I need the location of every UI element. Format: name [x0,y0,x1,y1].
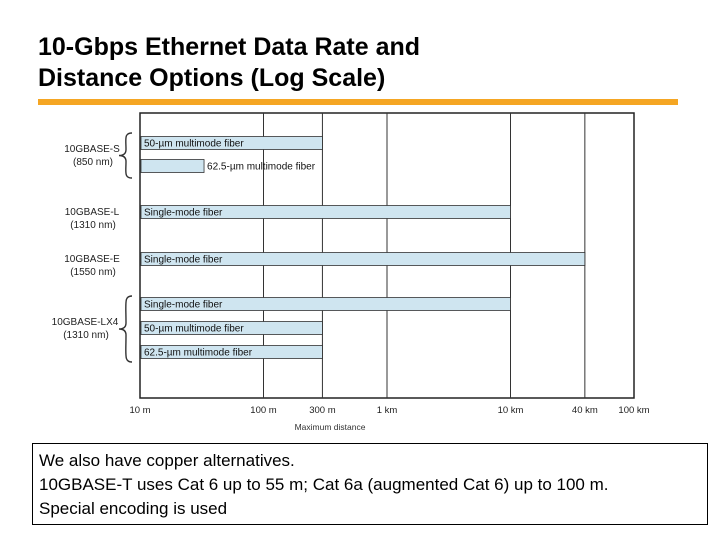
bar-label: 62.5-µm multimode fiber [207,161,316,173]
group-name-label: 10GBASE-LX4 [51,317,119,328]
group-name-label: 10GBASE-S [64,144,120,155]
group-wavelength-label: (1310 nm) [70,220,116,231]
x-tick-label: 10 km [497,405,524,416]
group-wavelength-label: (1550 nm) [70,267,116,278]
x-tick-label: 40 km [571,405,598,416]
group-wavelength-label: (850 nm) [72,157,114,168]
bar [141,160,204,173]
group-name-label: 10GBASE-E [64,254,120,265]
bar-label: 50-µm multimode fiber [144,323,244,335]
bar-label: 62.5-µm multimode fiber [144,347,253,359]
bar-label: Single-mode fiber [144,299,223,311]
copper-note-box [32,443,708,525]
group-brace [119,133,132,178]
group-name-label: 10GBASE-L [64,207,120,218]
x-tick-label: 1 km [376,405,398,416]
group-brace [119,296,132,362]
note-line-1: We also have copper alternatives. [39,451,295,470]
note-line-2: 10GBASE-T uses Cat 6 up to 55 m; Cat 6a (augmented Cat 6) up to 100 m. [39,475,609,494]
bar-label: Single-mode fiber [144,207,223,219]
group-wavelength-label: (1310 nm) [63,330,109,341]
bar-label: Single-mode fiber [144,254,223,266]
note-line-3: Special encoding is used [39,499,228,518]
x-tick-label: 100 km [618,405,650,416]
bar-label: 50-µm multimode fiber [144,138,244,150]
title-line-2: Distance Options (Log Scale) [38,64,386,92]
x-axis-label: Maximum distance [294,422,366,432]
x-tick-label: 10 m [129,405,151,416]
x-tick-label: 100 m [250,405,277,416]
x-tick-label: 300 m [309,405,336,416]
title-line-1: 10-Gbps Ethernet Data Rate and [38,33,421,61]
